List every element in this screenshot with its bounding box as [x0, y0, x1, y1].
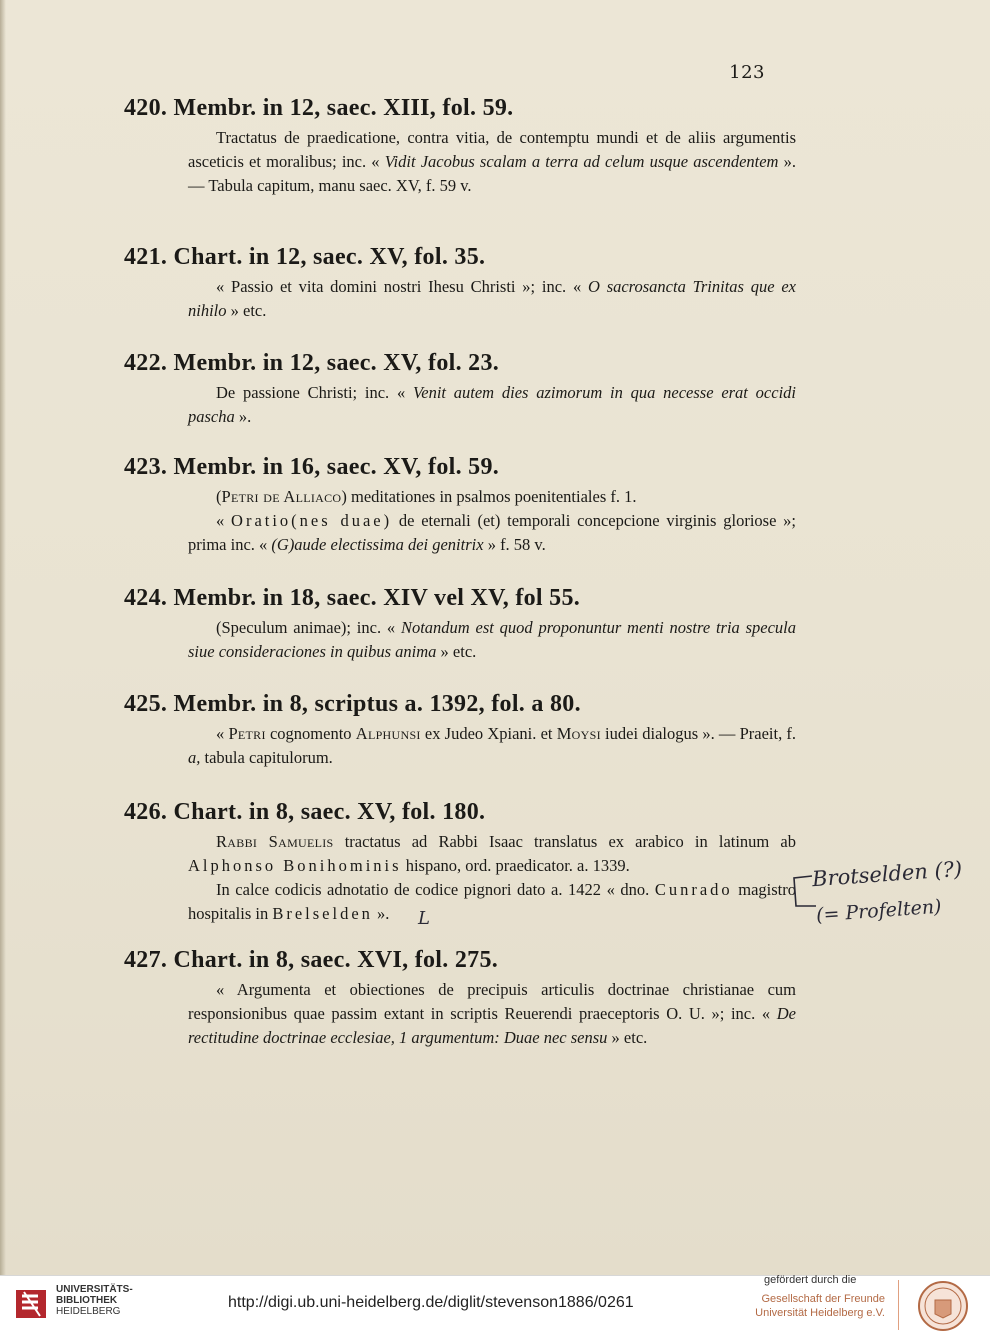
divider: [898, 1280, 899, 1330]
handwritten-mark: L: [418, 908, 430, 929]
incipit-text: Vidit Jacobus scalam a terra ad celum usque ascendentem: [384, 152, 779, 171]
entry-body: [188, 722, 796, 770]
catalog-entry-422: [124, 349, 796, 429]
entry-text: hispano, ord. praedicator. a. 1339.: [401, 856, 630, 875]
entry-body: [188, 485, 796, 557]
author-name: Moysi: [556, 724, 601, 743]
library-name-line: UNIVERSITÄTS-: [56, 1284, 133, 1295]
page-number: 123: [729, 62, 765, 83]
library-name: [56, 1284, 133, 1317]
catalog-entry-427: [124, 946, 796, 1050]
entry-body: [188, 978, 796, 1050]
catalog-entry-421: [124, 243, 796, 323]
author-name: Petri de Alliaco: [221, 487, 342, 506]
permalink-url[interactable]: http://digi.ub.uni-heidelberg.de/diglit/stevenson1886/0261: [228, 1294, 634, 1311]
entry-text: «: [216, 511, 232, 530]
entry-text: ».: [234, 407, 252, 426]
entry-text: De passione Christi; inc. «: [216, 383, 413, 402]
incipit-text: Venit autem dies azimorum in qua necesse erat occidi pascha: [188, 383, 796, 426]
entry-heading: 422. Membr. in 12, saec. XV, fol. 23.: [124, 350, 500, 376]
folio-letter: a,: [188, 748, 201, 767]
incipit-text: O sacrosancta Trinitas que ex nihilo: [188, 277, 796, 320]
entry-text: » etc.: [436, 642, 477, 661]
entry-text: (: [216, 487, 222, 506]
entry-heading: 420. Membr. in 12, saec. XIII, fol. 59.: [124, 95, 514, 121]
catalog-entry-423: [124, 453, 796, 557]
spaced-name: Alphonso Bonihominis: [188, 856, 402, 875]
entry-body: [188, 275, 796, 323]
spaced-title: Oratio(nes duae): [231, 511, 393, 530]
entry-heading: 423. Membr. in 16, saec. XV, fol. 59.: [124, 454, 500, 480]
entry-text: (Speculum animae); inc. «: [216, 618, 401, 637]
entry-text: « Passio et vita domini nostri Ihesu Christi »; inc. «: [216, 277, 588, 296]
library-name-line: BIBLIOTHEK: [56, 1295, 118, 1306]
entry-body: [188, 381, 796, 429]
library-name-line: HEIDELBERG: [56, 1306, 121, 1317]
entry-text: cognomento: [265, 724, 356, 743]
handwritten-bracket-mark: [786, 872, 818, 912]
entry-body: [188, 830, 796, 926]
entry-text: ) meditationes in psalmos poenitentiales f. 1.: [341, 487, 637, 506]
entry-text: » f. 58 v.: [483, 535, 546, 554]
sponsor-intro: gefördert durch die: [764, 1274, 857, 1286]
author-name: Petri: [228, 724, 266, 743]
incipit-text: De rectitudine doctrinae ecclesiae, 1 argumentum: Duae nec sensu: [188, 1004, 796, 1047]
spaced-place: Brelselden: [272, 904, 373, 923]
entry-heading: 427. Chart. in 8, saec. XVI, fol. 275.: [124, 947, 499, 973]
incipit-text: (G)aude electissima dei genitrix: [271, 535, 484, 554]
ub-heidelberg-logo-icon: [14, 1286, 50, 1322]
entry-text: magistro hospitalis in: [188, 880, 796, 923]
entry-text: de eternali (et) temporali concepcione virginis gloriose »; prima inc. «: [188, 511, 796, 554]
handwritten-note: (= Profelten): [815, 895, 943, 927]
entry-text: In calce codicis adnotatio de codice pignori dato a. 1422 « dno.: [216, 880, 655, 899]
entry-heading: 425. Membr. in 8, scriptus a. 1392, fol. a 80.: [124, 691, 581, 717]
entry-text: » etc.: [226, 301, 267, 320]
handwritten-note: Brotselden (?): [811, 856, 963, 892]
entry-text: Tractatus de praedicatione, contra vitia, de contemptu mundi et de aliis argumentis asceticis et moralibus; inc. «: [188, 128, 796, 171]
sponsor-name-line: Universität Heidelberg e.V.: [755, 1307, 885, 1319]
catalog-entry-425: [124, 690, 796, 770]
entry-text: « Argumenta et obiectiones de precipuis articulis doctrinae christianae cum responsionibus quae passim extant in scriptis Reuerendi praeceptoris O. U. »; inc. «: [188, 980, 796, 1023]
sponsor-name[interactable]: [755, 1292, 885, 1320]
entry-body: [188, 126, 796, 198]
entry-text: tabula capitulorum.: [200, 748, 333, 767]
entry-heading: 426. Chart. in 8, saec. XV, fol. 180.: [124, 799, 486, 825]
viewer-footer: [0, 1275, 990, 1333]
catalog-entry-426: [124, 798, 796, 926]
entry-text: «: [216, 724, 229, 743]
entry-text: » etc.: [607, 1028, 648, 1047]
entry-text: tractatus ad Rabbi Isaac translatus ex arabico in latinum ab: [333, 832, 796, 851]
spaced-name: Cunrado: [654, 880, 733, 899]
university-seal-icon: [907, 1280, 979, 1332]
sponsor-name-line: Gesellschaft der Freunde: [761, 1293, 885, 1305]
entry-body: [188, 616, 796, 664]
entry-text: ».: [372, 904, 390, 923]
author-name: Rabbi Samuelis: [216, 832, 334, 851]
entry-heading: 421. Chart. in 12, saec. XV, fol. 35.: [124, 244, 486, 270]
author-name: Alphunsi: [355, 724, 421, 743]
catalog-entry-424: [124, 584, 796, 664]
incipit-text: Notandum est quod proponuntur menti nostre tria specula siue consideraciones in quibus anima: [188, 618, 796, 661]
entry-heading: 424. Membr. in 18, saec. XIV vel XV, fol 55.: [124, 585, 581, 611]
catalog-entry-420: [124, 94, 796, 198]
entry-text: ». — Tabula capitum, manu saec. XV, f. 59 v.: [188, 152, 796, 195]
entry-text: iudei dialogus ». — Praeit, f.: [600, 724, 797, 743]
entry-text: ex Judeo Xpiani. et: [420, 724, 557, 743]
